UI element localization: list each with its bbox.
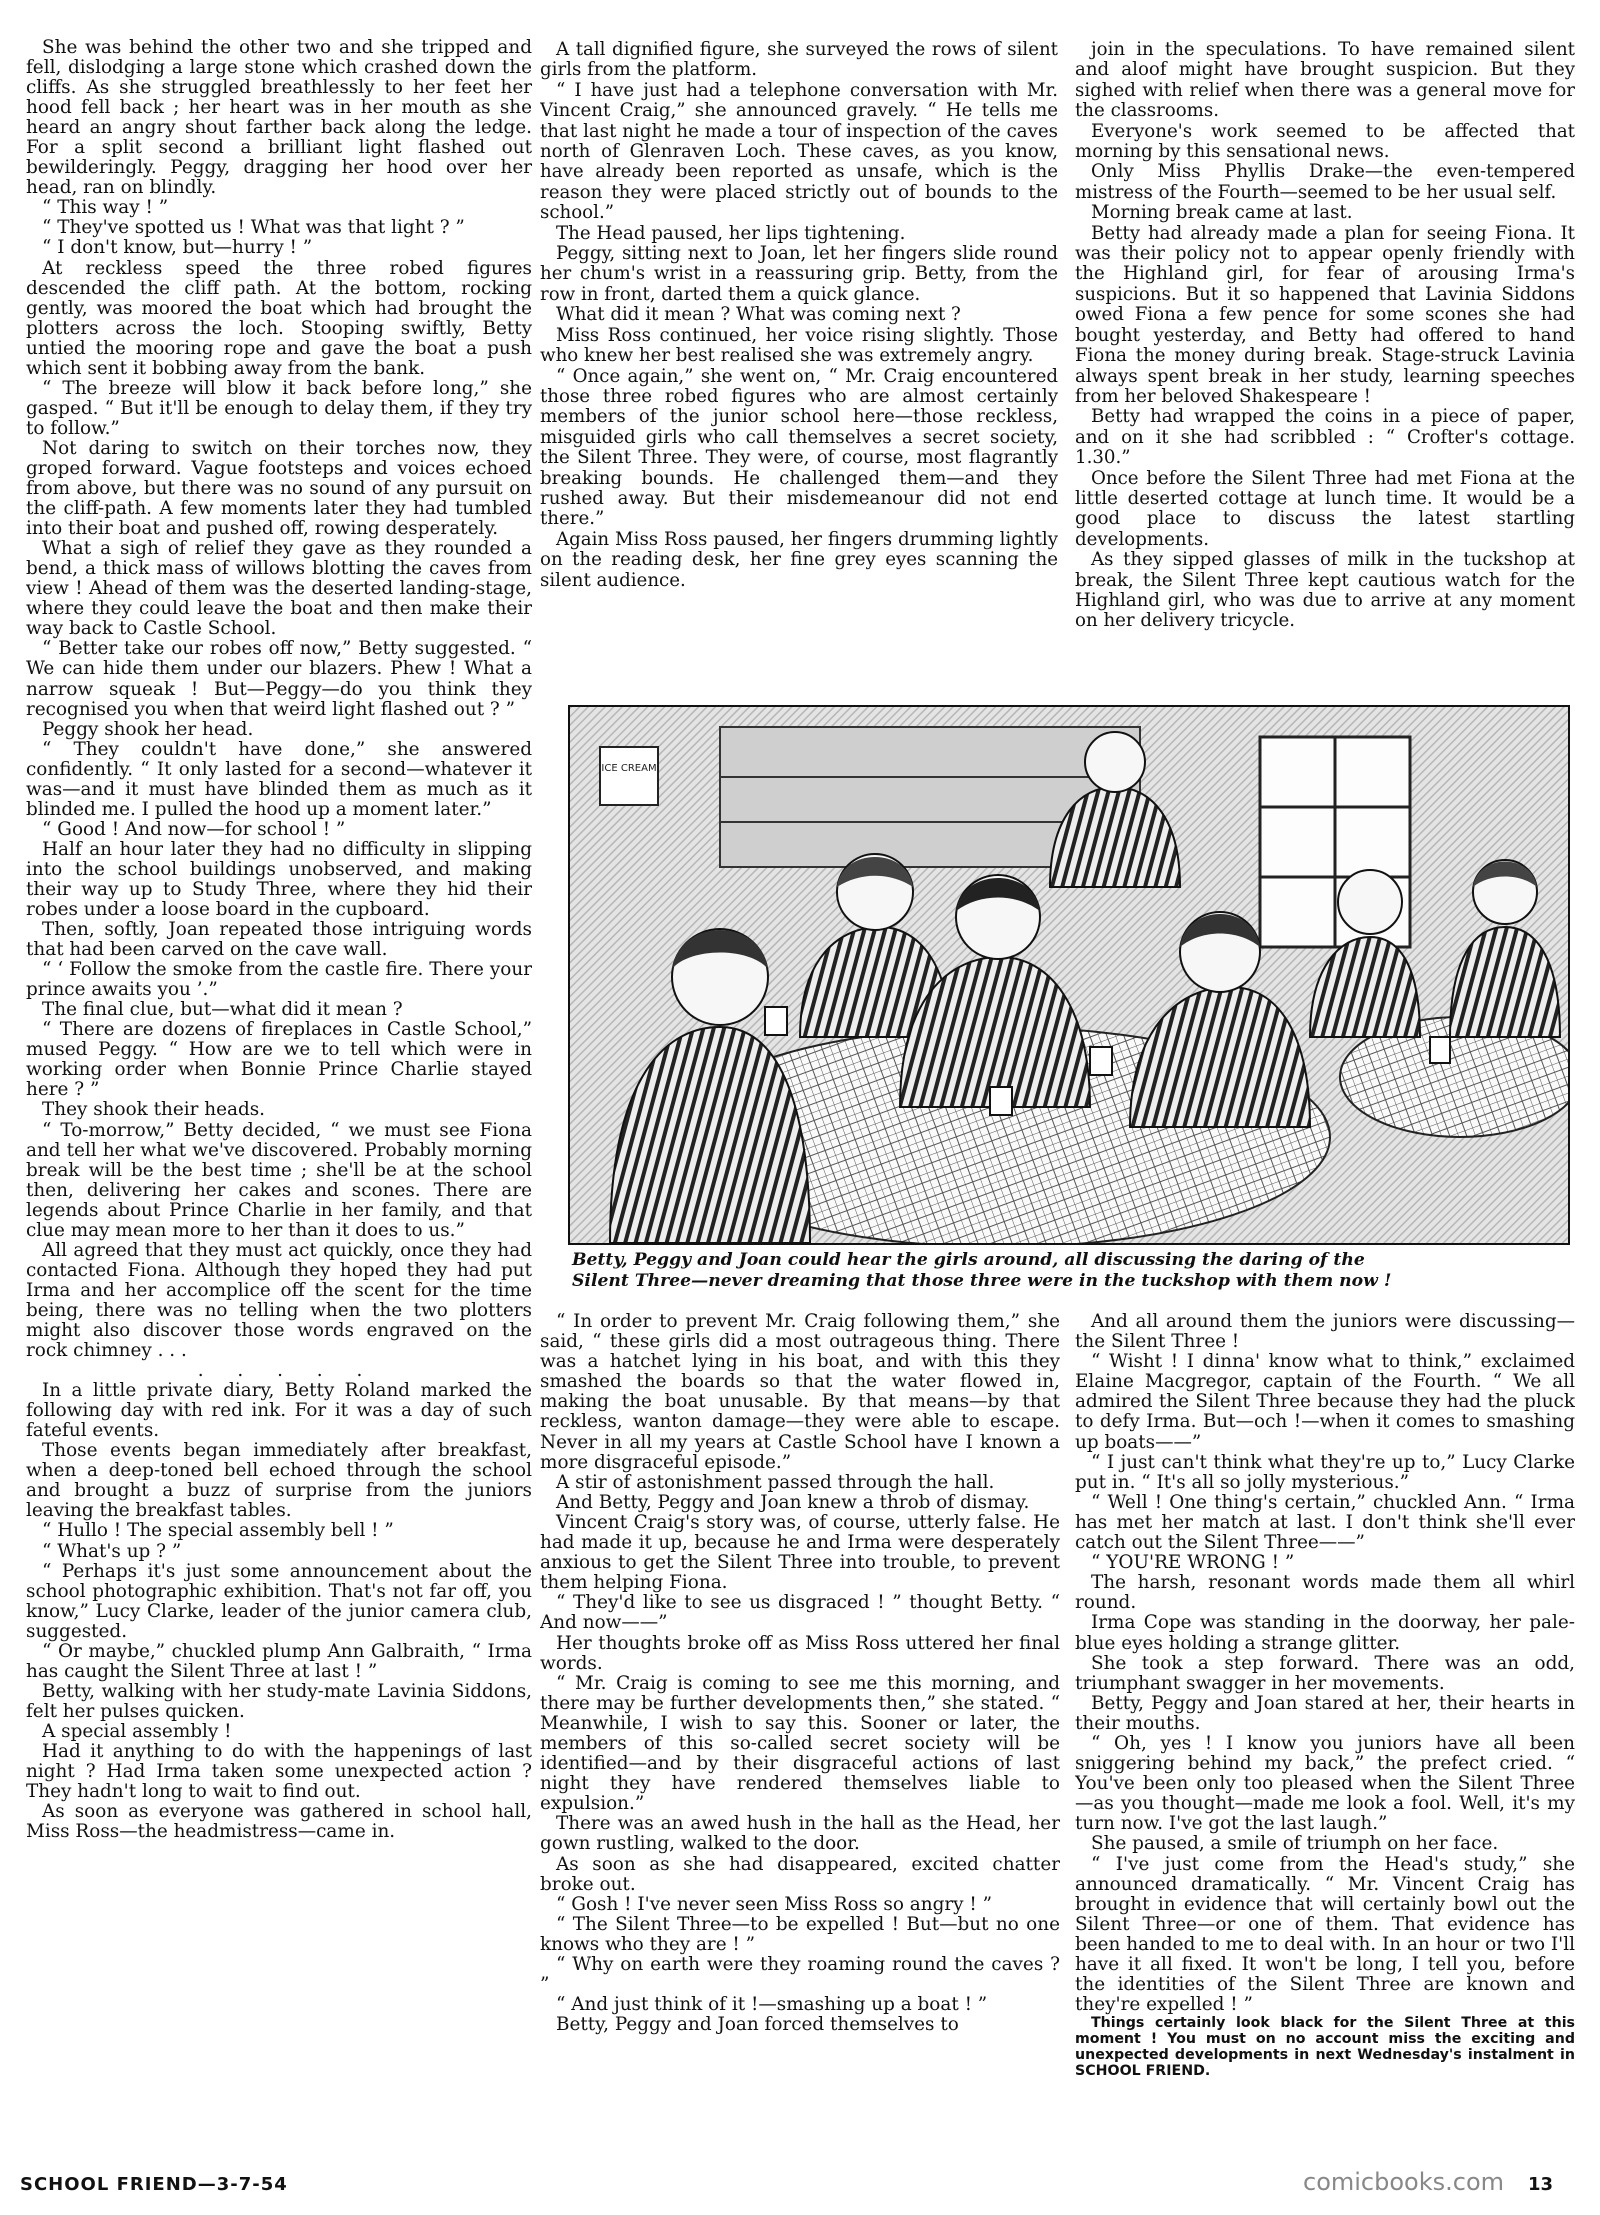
paragraph: A stir of astonishment passed through the hall. — [556, 1471, 995, 1493]
paragraph: “ Wisht ! I dinna' know what to think,” exclaimed Elaine Macgregor, captain of the Fourth. “ We all admired the Silent Three because they had the pluck to defy Irma. But—och !—when it comes to smashing up boats——” — [1075, 1351, 1575, 1453]
paragraph: “ ‘ Follow the smoke from the castle fire. There your prince awaits you ’.” — [26, 959, 532, 1001]
paragraph: “ I have just had a telephone conversation with Mr. Vincent Craig,” she announced gravely. “ He tells me that last night he made a tour of inspection of the caves north of Glenraven Loch. These caves, as you know, have already been reported as unsafe, which is the reason they were placed strictly out of bounds to the school.” — [540, 79, 1058, 224]
paragraph: “ I don't know, but—hurry ! ” — [42, 237, 313, 259]
paragraph: Vincent Craig's story was, of course, utterly false. He had made it up, because he and Irma were desperately anxious to get the Silent Three into trouble, to prevent them helping Fiona. — [540, 1511, 1060, 1594]
article-column-4 — [540, 1312, 1060, 2167]
paragraph: Betty, walking with her study-mate Lavinia Siddons, felt her pulses quicken. — [26, 1680, 532, 1722]
caption-line-2: Silent Three—never dreaming that those three were in the tuckshop with them now ! — [572, 1271, 1392, 1291]
paragraph: She was behind the other two and she tripped and fell, dislodging a large stone which crashed down the cliffs. As she struggled breathlessly to her feet her hood fell back ; her heart was in her mouth as she heard an angry shout farther back along the ledge. For a split second a brilliant light flashed out bewilderingly. Peggy, dragging her hood over her head, ran on blindly. — [26, 38, 532, 199]
paragraph: “ I've just come from the Head's study,” she announced dramatically. “ Mr. Vincent Craig has brought in evidence that will certainly bowl out the Silent Three—or one of them. That evidence has been handed to me to deal with. In an hour or two I'll have it all fixed. It won't be long, I tell you, before the identities of the Silent Three are known and they're expelled ! ” — [1075, 1853, 1575, 2016]
paragraph: Again Miss Ross paused, her fingers drumming lightly on the reading desk, her fine grey eyes scanning the silent audience. — [540, 528, 1058, 591]
paragraph: “ Once again,” she went on, “ Mr. Craig encountered those three robed figures who are almost certainly members of the junior school here—those reckless, misguided girls who call themselves a secret society, the Silent Three. They were, of course, most flagrantly breaking bounds. He challenged them—and they rushed away. But their misdemeanour did not end there.” — [540, 365, 1058, 530]
paragraph: At reckless speed the three robed figures descended the cliff path. At the bottom, rocking gently, was moored the boat which had brought the plotters across the loch. Stooping swiftly, Betty untied the mooring rope and gave the boat a push which sent it bobbing away from the bank. — [26, 257, 532, 379]
paragraph: “ Or maybe,” chuckled plump Ann Galbraith, “ Irma has caught the Silent Three at last ! ” — [26, 1640, 532, 1682]
scene-break: . . . . . — [197, 1360, 377, 1382]
paragraph: join in the speculations. To have remained silent and aloof might have brought suspicion. But they sighed with relief when there was a general move for the classrooms. — [1075, 40, 1575, 122]
paragraph: Half an hour later they had no difficulty in slipping into the school buildings unobserved, and making their way up to Study Three, where they hid their robes under a loose board in the cupboard. — [26, 838, 532, 921]
watermark: comicbooks.com — [1303, 2168, 1505, 2196]
paragraph: A special assembly ! — [42, 1720, 232, 1742]
paragraph: Not daring to switch on their torches now, they groped forward. Vague footsteps and voices echoed from above, but there was no sound of any pursuit on the cliff-path. A few moments later they had tumbled into their boat and pushed off, rowing desperately. — [26, 437, 532, 540]
paragraph: The harsh, resonant words made them all whirl round. — [1075, 1572, 1575, 1614]
paragraph: “ What's up ? ” — [42, 1540, 182, 1562]
paragraph: The final clue, but—what did it mean ? — [42, 999, 403, 1021]
paragraph: “ In order to prevent Mr. Craig following them,” she said, “ these girls did a most outrageous thing. There was a hatchet lying in his boat, and with this they smashed the boards so that the water flowed in, making the boat unusable. By that means—by that reckless, wanton damage—they were able to escape. Never in all my years at Castle School have I known a more disgraceful episode.” — [540, 1312, 1060, 1473]
paragraph: “ Hullo ! The special assembly bell ! ” — [42, 1520, 394, 1542]
paragraph: “ They've spotted us ! What was that light ? ” — [42, 217, 465, 239]
paragraph: “ I just can't think what they're up to,” Lucy Clarke put in. “ It's all so jolly mysterious.” — [1075, 1451, 1575, 1493]
closing-note: Things certainly look black for the Silent Three at this moment ! You must on no account miss the exciting and unexpected developments in next Wednesday's instalment in SCHOOL FRIEND. — [1075, 2015, 1575, 2080]
ice-cream-sign — [600, 747, 658, 805]
paragraph: Those events began immediately after breakfast, when a deep-toned bell echoed through the school and brought a buzz of surprise from the juniors leaving the breakfast tables. — [26, 1440, 532, 1522]
paragraph: “ To-morrow,” Betty decided, “ we must see Fiona and tell her what we've discovered. Probably morning break will be the best time ; she'll be at the school then, delivering her cakes and scones. There are legends about Prince Charlie in her family, and that clue may mean more to her than it does to us.” — [26, 1119, 532, 1241]
paragraph: Miss Ross continued, her voice rising slightly. Those who knew her best realised she was extremely angry. — [540, 324, 1058, 367]
paragraph: She paused, a smile of triumph on her face. — [1091, 1833, 1499, 1855]
paragraph: “ YOU'RE WRONG ! ” — [1091, 1552, 1295, 1574]
paragraph: In a little private diary, Betty Roland marked the following day with red ink. For it was a day of such fateful events. — [26, 1380, 532, 1442]
page-number: 13 — [1528, 2174, 1554, 2195]
article-column-2 — [540, 40, 1058, 690]
paragraph: All agreed that they must act quickly, once they had contacted Fiona. Although they hoped they had put Irma and her accomplice off the scent for the time being, there was no telling when the two plotters might also discover those words engraved on the rock chimney . . . — [26, 1239, 532, 1362]
svg-text:ICE CREAM: ICE CREAM — [601, 763, 657, 774]
paragraph: Betty, Peggy and Joan stared at her, their hearts in their mouths. — [1075, 1692, 1575, 1734]
paragraph: Betty, Peggy and Joan forced themselves to — [556, 2014, 959, 2036]
paragraph: “ The breeze will blow it back before long,” she gasped. “ But it'll be enough to delay them, if they try to follow.” — [26, 377, 532, 439]
paragraph: What a sigh of relief they gave as they rounded a bend, a thick mass of willows blotting the caves from view ! Ahead of them was the deserted landing-stage, where they could leave the boat and then make their way back to Castle School. — [26, 538, 532, 640]
article-column-3 — [1075, 40, 1575, 690]
paragraph: “ The Silent Three—to be expelled ! But—but no one knows who they are ! ” — [540, 1913, 1060, 1955]
paragraph: “ They couldn't have done,” she answered confidently. “ It only lasted for a second—whatever it was—and it must have blinded them as much as it blinded me. I pulled the hood up a moment later.” — [26, 738, 532, 820]
paragraph: Morning break came at last. — [1091, 202, 1353, 224]
article-column-5 — [1075, 1312, 1575, 2167]
paragraph: “ Better take our robes off now,” Betty suggested. “ We can hide them under our blazers. Phew ! What a narrow squeak ! But—Peggy—do you think they recognised you when that weird light flashed out ? ” — [26, 638, 532, 720]
paragraph: “ Mr. Craig is coming to see me this morning, and there may be further developments then,” she stated. “ Meanwhile, I wish to say this. Sooner or later, the members of this so-called secret society will be identified—and by their disgraceful actions of last night they have rendered themselves liable to expulsion.” — [540, 1672, 1060, 1815]
paragraph: Her thoughts broke off as Miss Ross uttered her final words. — [540, 1632, 1060, 1674]
paragraph: Betty had already made a plan for seeing Fiona. It was their policy not to appear openly friendly with the Highland girl, for fear of arousing Irma's suspicions. But it so happened that Lavinia Siddons owed Fiona a few pence for some scones she had bought yesterday, and Betty had offered to hand Fiona the money during break. Stage-struck Lavinia always spent break in her study, learning speeches from her beloved Shakespeare ! — [1075, 222, 1575, 407]
paragraph: Had it anything to do with the happenings of last night ? Had Irma taken some unexpected action ? They hadn't long to wait to find out. — [26, 1740, 532, 1803]
paragraph: “ They'd like to see us disgraced ! ” thought Betty. “ And now——” — [540, 1592, 1060, 1634]
paragraph: “ Oh, yes ! I know you juniors have all been sniggering behind my back,” the prefect cried. “ You've been only too pleased when the Silent Three—as you thought—made me look a fool. Well, it's my turn now. I've got the last laugh.” — [1075, 1732, 1575, 1835]
publication-footer: SCHOOL FRIEND—3-7-54 — [20, 2174, 288, 2195]
paragraph: And all around them the juniors were discussing—the Silent Three ! — [1075, 1312, 1575, 1353]
paragraph: “ Well ! One thing's certain,” chuckled Ann. “ Irma has met her match at last. I don't think she'll ever catch out the Silent Three——” — [1075, 1491, 1575, 1554]
paragraph: Then, softly, Joan repeated those intriguing words that had been carved on the cave wall. — [26, 919, 532, 961]
paragraph: Everyone's work seemed to be affected that morning by this sensational news. — [1075, 120, 1575, 163]
paragraph: They shook their heads. — [42, 1099, 266, 1121]
paragraph: Irma Cope was standing in the doorway, her pale-blue eyes holding a strange glitter. — [1075, 1612, 1575, 1654]
paragraph: Betty had wrapped the coins in a piece of paper, and on it she had scribbled : “ Crofter's cottage. 1.30.” — [1075, 406, 1575, 469]
paragraph: “ Good ! And now—for school ! ” — [42, 818, 346, 840]
paragraph: Peggy, sitting next to Joan, let her fingers slide round her chum's wrist in a reassuring grip. Betty, from the row in front, darted them a quick glance. — [540, 243, 1058, 305]
paragraph: What did it mean ? What was coming next ? — [556, 304, 961, 326]
paragraph: Only Miss Phyllis Drake—the even-tempered mistress of the Fourth—seemed to be her usual self. — [1075, 161, 1575, 203]
paragraph: “ Perhaps it's just some announcement about the school photographic exhibition. That's not far off, you know,” Lucy Clarke, leader of the junior camera club, suggested. — [26, 1560, 532, 1642]
caption-line-1: Betty, Peggy and Joan could hear the girls around, all discussing the daring of the — [572, 1250, 1365, 1270]
paragraph: “ Why on earth were they roaming round the caves ? ” — [540, 1954, 1060, 1996]
paragraph: A tall dignified figure, she surveyed the rows of silent girls from the platform. — [540, 40, 1058, 81]
paragraph: Once before the Silent Three had met Fiona at the little deserted cottage at lunch time. It would be a good place to discuss the latest startling developments. — [1075, 467, 1575, 550]
paragraph: “ Gosh ! I've never seen Miss Ross so angry ! ” — [556, 1893, 993, 1915]
paragraph: As soon as she had disappeared, excited chatter broke out. — [540, 1853, 1060, 1895]
paragraph: Peggy shook her head. — [42, 718, 254, 740]
paragraph: There was an awed hush in the hall as the Head, her gown rustling, walked to the door. — [540, 1813, 1060, 1855]
paragraph: She took a step forward. There was an odd, triumphant swagger in her movements. — [1075, 1652, 1575, 1694]
paragraph: “ There are dozens of fireplaces in Castle School,” mused Peggy. “ How are we to tell which were in working order when Bonnie Prince Charlie stayed here ? ” — [26, 1019, 532, 1101]
tuckshop-illustration — [568, 705, 1570, 1245]
paragraph: And Betty, Peggy and Joan knew a throb of dismay. — [556, 1491, 1030, 1513]
paragraph: “ And just think of it !—smashing up a boat ! ” — [556, 1994, 988, 2016]
paragraph: As they sipped glasses of milk in the tuckshop at break, the Silent Three kept cautious watch for the Highland girl, who was due to arrive at any moment on her delivery tricycle. — [1075, 549, 1575, 632]
paragraph: “ This way ! ” — [42, 197, 169, 219]
paragraph: The Head paused, her lips tightening. — [556, 222, 906, 244]
paragraph: As soon as everyone was gathered in school hall, Miss Ross—the headmistress—came in. — [26, 1801, 532, 1843]
illustration-caption — [572, 1250, 1572, 1292]
illustration-drawing — [570, 707, 1568, 1243]
article-column-1 — [26, 38, 532, 2158]
